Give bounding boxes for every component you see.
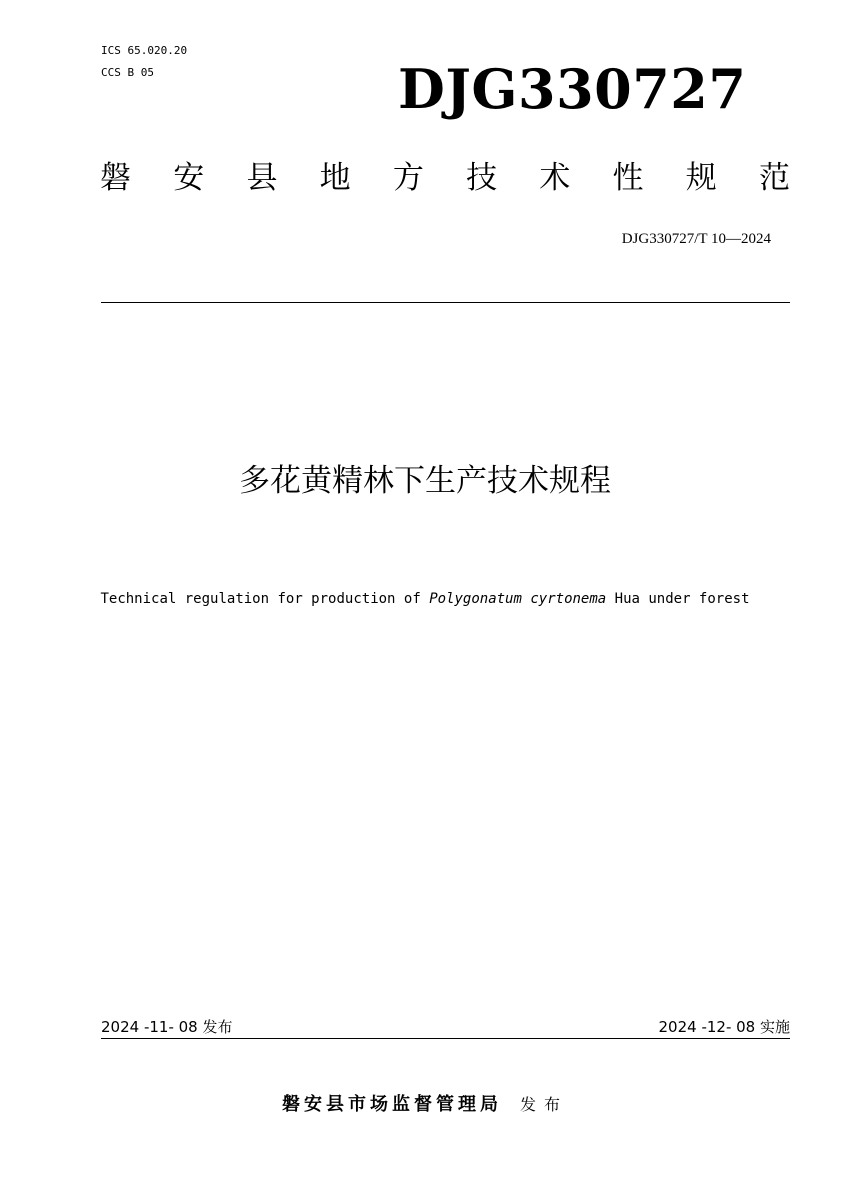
issuing-authority bbox=[0, 1096, 850, 1114]
standard-code: DJG330727 bbox=[398, 57, 747, 121]
ccs-code: CCS B 05 bbox=[101, 66, 154, 79]
series-char: 范 bbox=[758, 160, 790, 196]
standard-number: DJG330727/T 10—2024 bbox=[621, 231, 771, 247]
ics-code: ICS 65.020.20 bbox=[101, 44, 188, 57]
series-char: 性 bbox=[612, 160, 644, 196]
issuer-action: 发布 bbox=[519, 1095, 568, 1114]
title-english-part: Hua under forest bbox=[606, 591, 750, 607]
series-char: 磐 bbox=[100, 160, 131, 196]
series-char: 规 bbox=[685, 160, 717, 196]
document-title-chinese: 多花黄精林下生产技术规程 bbox=[239, 463, 611, 499]
issuer-organization: 磐安县市场监督管理局 bbox=[281, 1094, 502, 1115]
standard-series-title bbox=[100, 160, 790, 196]
title-english-species: Polygonatum cyrtonema bbox=[429, 591, 607, 607]
title-english-part: Technical regulation for production of bbox=[100, 591, 430, 607]
series-char: 方 bbox=[392, 160, 424, 196]
issue-date: 2024 -11- 08 发布 bbox=[101, 1018, 233, 1036]
top-divider bbox=[101, 302, 790, 303]
series-char: 安 bbox=[173, 160, 205, 196]
implementation-date: 2024 -12- 08 实施 bbox=[658, 1018, 790, 1036]
series-char: 地 bbox=[319, 160, 351, 196]
document-title-english bbox=[60, 586, 790, 612]
bottom-divider bbox=[101, 1038, 790, 1039]
series-char: 术 bbox=[539, 160, 571, 196]
series-char: 技 bbox=[466, 160, 498, 196]
series-char: 县 bbox=[246, 160, 278, 196]
